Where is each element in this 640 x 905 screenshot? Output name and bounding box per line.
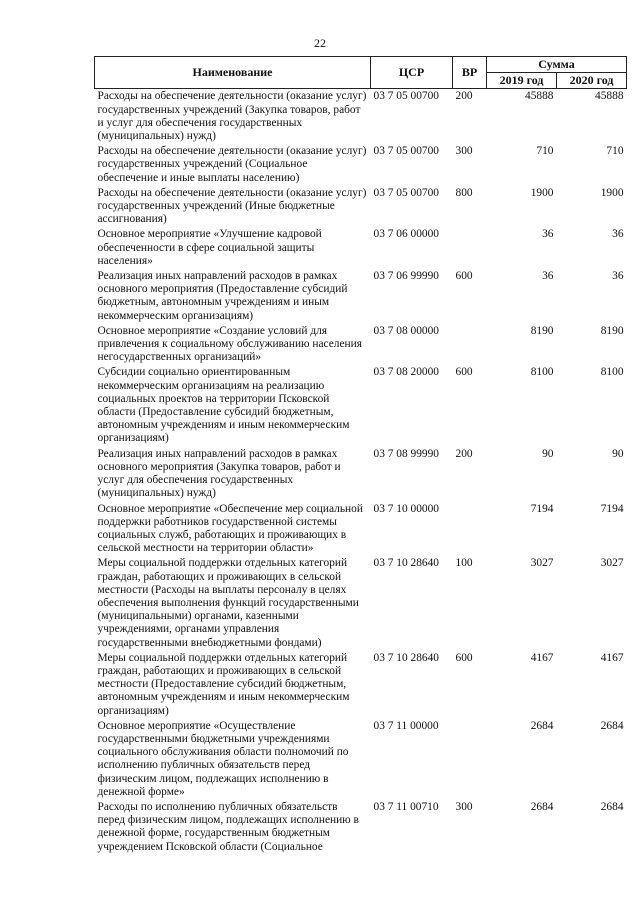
table-row	[95, 365, 627, 446]
row-sum-2020: 90	[612, 447, 624, 460]
row-csr: 03 7 10 28640	[373, 651, 439, 664]
row-csr: 03 7 10 28640	[373, 557, 439, 570]
row-sum-2019: 8190	[530, 324, 554, 337]
row-csr: 03 7 05 00700	[373, 186, 439, 199]
row-sum-2019: 7194	[530, 502, 554, 515]
row-csr: 03 7 05 00700	[373, 145, 439, 158]
row-name: Расходы на обеспечение деятельности (оказание услуг) государственных учреждений (Иные бюджетные ассигнования)	[97, 186, 367, 226]
table-row	[95, 719, 627, 800]
table-row	[95, 227, 627, 269]
row-name: Основное мероприятие «Обеспечение мер социальной поддержки работников государственной системы социальных служб, работающих и проживающих в сельской местности на территории области»	[97, 502, 363, 555]
row-csr: 03 7 08 20000	[373, 366, 439, 379]
row-vr	[453, 719, 487, 800]
row-vr	[453, 227, 487, 269]
row-vr: 600	[455, 366, 473, 379]
row-sum-2020: 36	[612, 228, 624, 241]
row-vr: 100	[455, 557, 473, 570]
row-name: Реализация иных направлений расходов в рамках основного мероприятия (Закупка товаров, работ и услуг для обеспечения государственных (муниципальных) нужд)	[97, 447, 341, 500]
table-row	[95, 89, 627, 144]
row-sum-2019: 90	[542, 447, 554, 460]
row-vr: 600	[455, 270, 473, 283]
table-row	[95, 324, 627, 366]
row-name: Расходы на обеспечение деятельности (оказание услуг) государственных учреждений (Закупка товаров, работ и услуг для обеспечения государственных (муниципальных) нужд)	[97, 90, 367, 143]
row-name: Реализация иных направлений расходов в рамках основного мероприятия (Предоставление субсидий бюджетным, автономным учреждениям и иным некоммерческим организациям)	[97, 270, 348, 322]
row-name: Расходы по исполнению публичных обязательств перед физическим лицом, подлежащих исполнению в денежной форме, государственным бюджетным учреждением Псковской области (Социальное	[97, 800, 359, 853]
row-sum-2020: 4167	[600, 651, 624, 664]
table-row	[95, 800, 627, 855]
row-vr: 200	[455, 90, 473, 103]
row-sum-2019: 4167	[530, 651, 554, 664]
row-sum-2020: 8100	[600, 366, 624, 379]
row-sum-2019: 45888	[525, 90, 554, 103]
table-header	[95, 57, 627, 89]
row-csr: 03 7 06 99990	[373, 270, 439, 283]
row-name: Расходы на обеспечение деятельности (оказание услуг) государственных учреждений (Социальное обеспечение и иные выплаты населению)	[97, 145, 367, 184]
page-number: 22	[314, 36, 326, 50]
row-name: Меры социальной поддержки отдельных категорий граждан, работающих и проживающих в сельской местности (Расходы на выплаты персоналу в целях обеспечения выполнения функций государственными (муниципальными) органами, казенными учреждениями, органами управления государственными внебюджетными фондами)	[97, 557, 359, 649]
table-row	[95, 556, 627, 650]
row-vr	[453, 502, 487, 557]
row-csr: 03 7 06 00000	[373, 228, 439, 241]
row-sum-2019: 710	[536, 145, 554, 158]
row-sum-2020: 7194	[600, 502, 624, 515]
row-vr: 600	[455, 651, 473, 664]
row-sum-2020: 1900	[600, 186, 624, 199]
budget-table	[94, 56, 627, 855]
row-csr: 03 7 08 99990	[373, 447, 439, 460]
row-csr: 03 7 08 00000	[373, 324, 439, 337]
row-sum-2019: 8100	[530, 366, 554, 379]
row-vr: 300	[455, 800, 473, 813]
row-sum-2019: 2684	[530, 800, 554, 813]
table-row	[95, 502, 627, 557]
row-vr	[453, 324, 487, 366]
row-sum-2020: 36	[612, 270, 624, 283]
header-vr: ВР	[453, 57, 487, 89]
row-vr: 300	[455, 145, 473, 158]
table-row	[95, 269, 627, 324]
row-name: Основное мероприятие «Осуществление государственными бюджетными учреждениями социального обслуживания области полномочий по исполнению публичных обязательств перед физическим лицом, подлежащих исполнению в денежной форме»	[97, 719, 349, 798]
row-sum-2019: 36	[542, 228, 554, 241]
row-sum-2019: 3027	[530, 557, 554, 570]
row-sum-2019: 36	[542, 270, 554, 283]
header-name: Наименование	[95, 57, 371, 89]
row-name: Основное мероприятие «Создание условий для привлечения к социальному обслуживанию населения негосударственных организаций»	[97, 324, 362, 364]
header-sum: Сумма	[487, 57, 627, 73]
row-csr: 03 7 10 00000	[373, 502, 439, 515]
table-row	[95, 144, 627, 186]
row-csr: 03 7 11 00000	[373, 719, 439, 732]
row-vr: 800	[455, 186, 473, 199]
row-sum-2020: 8190	[600, 324, 624, 337]
row-sum-2020: 710	[606, 145, 624, 158]
row-name: Меры социальной поддержки отдельных категорий граждан, работающих и проживающих в сельской местности (Предоставление субсидий бюджетным, автономным учреждениям и иным некоммерческим организациям)	[97, 651, 350, 717]
row-sum-2020: 45888	[595, 90, 624, 103]
table-row	[95, 447, 627, 502]
row-sum-2020: 2684	[600, 719, 624, 732]
row-sum-2020: 2684	[600, 800, 624, 813]
row-name: Основное мероприятие «Улучшение кадровой обеспеченности в сфере социальной защиты населения»	[97, 228, 322, 267]
row-sum-2019: 2684	[530, 719, 554, 732]
row-csr: 03 7 05 00700	[373, 90, 439, 103]
header-year-2020: 2020 год	[557, 73, 627, 89]
row-vr: 200	[455, 447, 473, 460]
row-sum-2020: 3027	[600, 557, 624, 570]
row-csr: 03 7 11 00710	[373, 800, 439, 813]
table-row	[95, 186, 627, 228]
table-body	[95, 89, 627, 855]
row-sum-2019: 1900	[530, 186, 554, 199]
header-csr: ЦСР	[371, 57, 453, 89]
table-row	[95, 651, 627, 719]
header-year-2019: 2019 год	[487, 73, 557, 89]
row-name: Субсидии социально ориентированным некоммерческим организациям на реализацию социальных проектов на территории Псковской области (Предоставление субсидий бюджетным, автономным учреждениям и иным некоммерческим организациям)	[97, 366, 350, 445]
